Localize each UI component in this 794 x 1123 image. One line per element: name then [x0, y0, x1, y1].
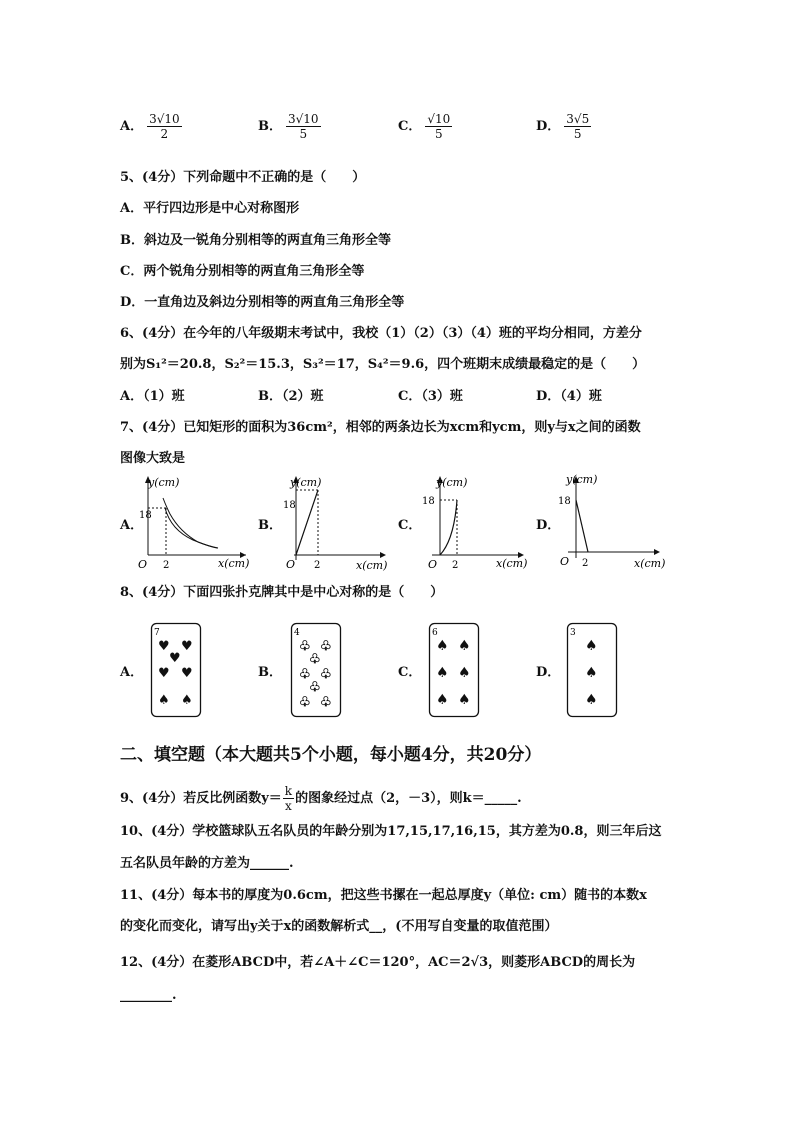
svg-text:♥: ♥: [181, 639, 193, 654]
denominator: 5: [299, 127, 308, 141]
origin-label: O: [138, 558, 148, 571]
svg-text:♠: ♠: [436, 638, 449, 654]
axis-label-x: x(cm): [634, 557, 666, 570]
q5-option-d: D．一直角边及斜边分别相等的两直角三角形全等: [120, 295, 405, 310]
q4-option-c: [398, 112, 452, 141]
q6-option-d: D．（4）班: [536, 389, 602, 404]
curve: [165, 508, 218, 548]
card-corner-rank: 4: [294, 628, 300, 638]
svg-text:♠: ♠: [458, 638, 471, 654]
svg-text:♠: ♠: [436, 692, 449, 708]
svg-text:♠: ♠: [585, 638, 598, 654]
denominator: 5: [573, 127, 582, 141]
svg-text:♣: ♣: [299, 667, 311, 682]
axis-label-y: y(cm): [148, 476, 180, 489]
svg-text:♣: ♣: [309, 652, 321, 667]
q5-stem: 5、(4分）下列命题中不正确的是（ ）: [120, 170, 366, 185]
curve-graph: [440, 500, 457, 555]
q7-label-a: A．: [120, 518, 144, 533]
q9: [120, 784, 522, 813]
numerator: √10: [427, 112, 451, 126]
denominator: x: [285, 799, 292, 813]
tick-label-x: 2: [314, 560, 321, 571]
q7-line1: 7、(4分）已知矩形的面积为36cm²，相邻的两条边长为xcm和ycm，则y与x之间的函数: [120, 420, 641, 435]
spade-icon: [585, 638, 598, 708]
svg-text:♥: ♥: [158, 639, 170, 654]
q5-option-b: B．斜边及一锐角分别相等的两直角三角形全等: [120, 233, 391, 248]
option-label: A．: [120, 119, 144, 134]
option-label: B．: [258, 119, 282, 134]
tick-label-y: 18: [558, 496, 571, 507]
q8-label-d: D．: [536, 665, 561, 680]
svg-text:♥: ♥: [181, 666, 193, 681]
q4-option-d: [536, 112, 591, 141]
tick-label-x: 2: [452, 560, 459, 571]
graph-c: [420, 470, 532, 575]
svg-text:♠: ♠: [458, 692, 471, 708]
q12-line1: 12、(4分）在菱形ABCD中，若∠A＋∠C＝120°，AC＝2√3，则菱形ABCD的周长为: [120, 955, 636, 970]
axis-label-y: y(cm): [290, 476, 322, 489]
q8-stem: 8、(4分）下面四张扑克牌其中是中心对称的是（ ）: [120, 585, 444, 600]
origin-label: O: [560, 555, 570, 568]
line-graph: [296, 490, 318, 555]
axis-label-x: x(cm): [496, 557, 528, 570]
q9-pre: 9、(4分）若反比例函数y＝: [120, 791, 282, 806]
q8-label-a: A．: [120, 665, 144, 680]
q6-option-a: A．（1）班: [120, 389, 185, 404]
q11-line1: 11、(4分）每本书的厚度为0.6cm，把这些书摞在一起总厚度y（单位: cm）随书的本数x: [120, 888, 647, 903]
q6-line2: 别为S₁²＝20.8，S₂²＝15.3，S₃²＝17，S₄²＝9.6，四个班期末成绩最稳定的是（ ）: [120, 357, 646, 372]
card-corner-rank: 7: [154, 628, 160, 638]
option-label: C．: [398, 119, 422, 134]
tick-label-x: 2: [163, 560, 170, 571]
axis-label-x: x(cm): [218, 557, 250, 570]
tick-label-y: 18: [139, 510, 152, 521]
numerator: 3√10: [149, 112, 180, 126]
playing-card-c: [428, 622, 480, 718]
svg-text:♠: ♠: [458, 665, 471, 681]
numerator: 3√5: [566, 112, 590, 126]
svg-text:♠: ♠: [585, 665, 598, 681]
q6-option-c: C．（3）班: [398, 389, 463, 404]
svg-text:♣: ♣: [299, 639, 311, 654]
q10-line2: 五名队员年龄的方差为______.: [120, 856, 294, 871]
graph-b: [282, 470, 392, 575]
svg-text:♣: ♣: [320, 667, 332, 682]
q7-label-d: D．: [536, 518, 561, 533]
graph-a: [138, 470, 258, 575]
option-label: D．: [536, 119, 561, 134]
fraction: [564, 112, 591, 141]
q11-line2: 的变化而变化，请写出y关于x的函数解析式__，(不用写自变量的取值范围）: [120, 919, 558, 934]
q4-option-b: [258, 112, 321, 141]
playing-card-d: [566, 622, 618, 718]
origin-label: O: [286, 558, 296, 571]
svg-text:♥: ♥: [158, 666, 170, 681]
q9-post: 的图象经过点（2，－3），则k＝_____.: [295, 791, 522, 806]
playing-card-a: [150, 622, 202, 718]
x-axis-arrow-icon: [380, 552, 386, 558]
q8-label-c: C．: [398, 665, 422, 680]
tick-label-y: 18: [422, 496, 435, 507]
numerator: 3√10: [288, 112, 319, 126]
x-axis-arrow-icon: [654, 549, 660, 555]
axis-label-y: y(cm): [566, 473, 598, 486]
playing-card-b: [290, 622, 342, 718]
svg-text:♥: ♥: [169, 651, 181, 666]
numerator: k: [284, 784, 293, 798]
origin-label: O: [428, 558, 438, 571]
svg-text:♠: ♠: [181, 693, 193, 708]
tick-label-y: 18: [283, 500, 296, 511]
line-graph: [576, 500, 588, 552]
q10-line1: 10、(4分）学校篮球队五名队员的年龄分别为17,15,17,16,15，其方差为0.8，则三年后这: [120, 824, 662, 839]
q7-label-c: C．: [398, 518, 422, 533]
q7-line2: 图像大致是: [120, 451, 186, 466]
svg-text:♣: ♣: [299, 695, 311, 710]
svg-text:♣: ♣: [309, 680, 321, 695]
fraction: [425, 112, 452, 141]
q8-label-b: B．: [258, 665, 282, 680]
q7-label-b: B．: [258, 518, 282, 533]
card-corner-rank: 6: [432, 628, 438, 638]
q12-line2: ________.: [120, 988, 177, 1003]
svg-text:♠: ♠: [436, 665, 449, 681]
section-title: 二、填空题（本大题共5个小题，每小题4分，共20分）: [120, 745, 542, 765]
svg-text:♣: ♣: [320, 639, 332, 654]
q5-option-c: C．两个锐角分别相等的两直角三角形全等: [120, 264, 365, 279]
axis-label-x: x(cm): [356, 559, 388, 572]
fraction-k-over-x: [283, 784, 294, 813]
card-corner-rank: 3: [570, 628, 576, 638]
q4-option-a: [120, 112, 182, 141]
svg-text:♠: ♠: [585, 692, 598, 708]
hyperbola: [163, 498, 218, 548]
fraction: [286, 112, 321, 141]
denominator: 2: [160, 127, 169, 141]
fraction: [147, 112, 182, 141]
tick-label-x: 2: [582, 558, 589, 569]
svg-text:♠: ♠: [158, 693, 170, 708]
graph-d: [556, 470, 668, 575]
denominator: 5: [435, 127, 443, 141]
axis-label-y: y(cm): [436, 476, 468, 489]
q5-option-a: A．平行四边形是中心对称图形: [120, 201, 300, 216]
svg-text:♣: ♣: [320, 695, 332, 710]
q6-line1: 6、(4分）在今年的八年级期末考试中，我校（1）（2）（3）（4）班的平均分相同，方差分: [120, 326, 642, 341]
q6-option-b: B．（2）班: [258, 389, 324, 404]
